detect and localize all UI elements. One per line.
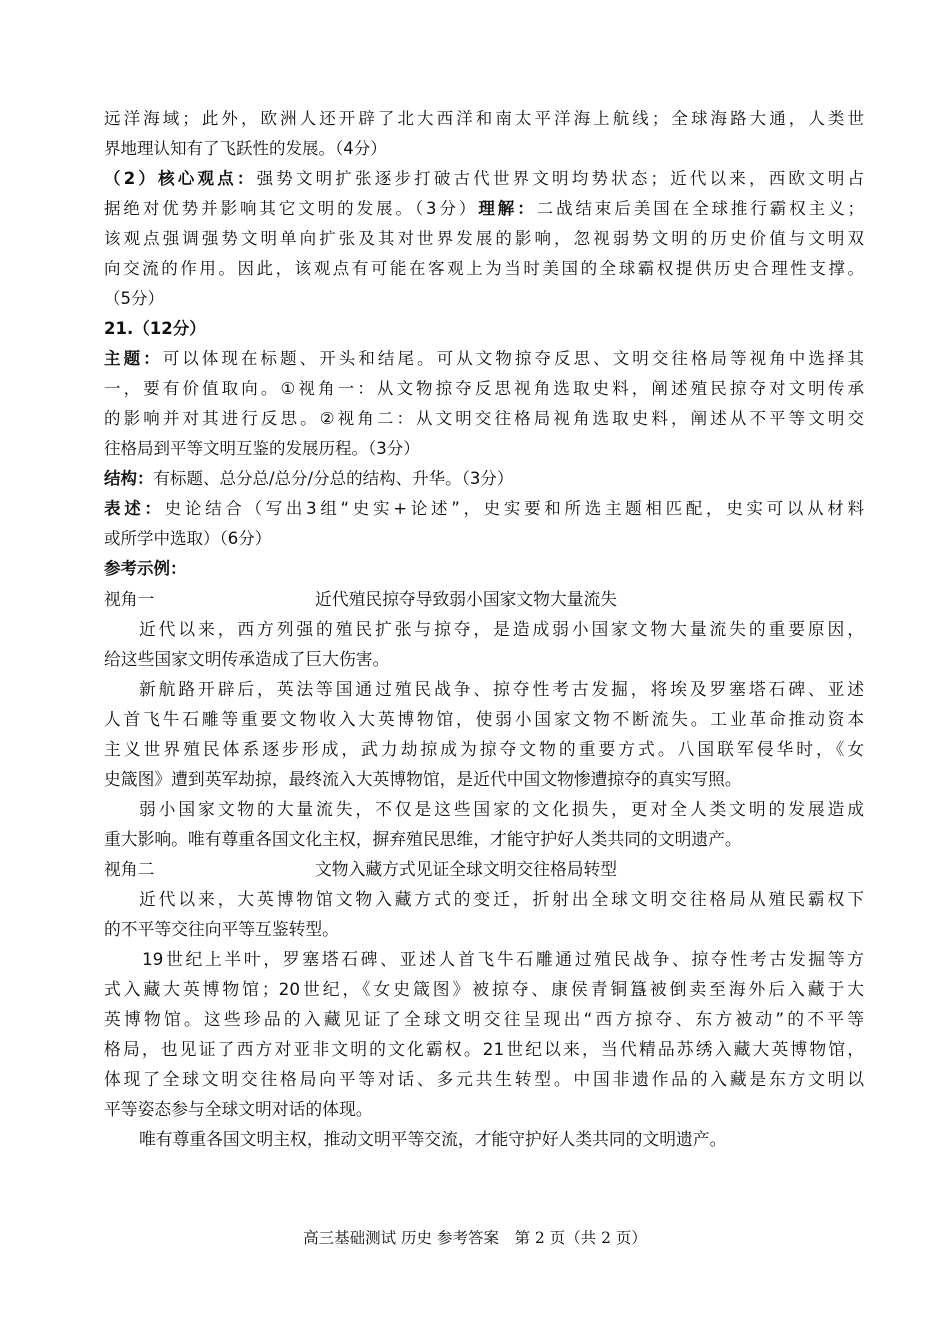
text-line: 体现了全球文明交往格局向平等对话、多元共生转型。中国非遗作品的入藏是东方文明以 [104, 1069, 864, 1089]
text-line: 据绝对优势并影响其它文明的发展。（3分）理解：二战结束后美国在全球推行霸权主义； [104, 199, 865, 218]
text-line: 19世纪上半叶，罗塞塔石碑、亚述人首飞牛石雕通过殖民战争、掠夺性考古发掘等方 [142, 949, 864, 969]
text-line: 史箴图》遭到英军劫掠，最终流入大英博物馆，是近代中国文物惨遭掠夺的真实写照。 [104, 769, 742, 789]
answer-content [104, 104, 864, 1154]
text-line: 该观点强调强势文明单向扩张及其对世界发展的影响，忽视弱势文明的历史价值与文明双 [104, 229, 864, 248]
text-line: 英博物馆。这些珍品的入藏见证了全球文明交往呈现出“西方掠夺、东方被动”的不平等 [104, 1009, 864, 1029]
text-line: （5分） [104, 289, 164, 308]
text-line: 往格局到平等文明互鉴的发展历程。（3分） [104, 439, 420, 458]
view2-title-row [104, 854, 864, 884]
text-line: （2）核心观点：强势文明扩张逐步打破古代世界文明均势状态；近代以来，西欧文明占 [104, 169, 865, 188]
text-line: 近代以来，西方列强的殖民扩张与掠夺，是造成弱小国家文物大量流失的重要原因， [139, 619, 864, 639]
text-line: 的不平等交往向平等互鉴转型。 [104, 919, 339, 939]
text-line: 界地理认知有了飞跃性的发展。（4分） [104, 139, 387, 158]
understanding-label: 理解： [478, 199, 537, 218]
view1-label: 视角一 [104, 589, 155, 609]
text-line: 的影响并对其进行反思。②视角二：从文明交往格局视角选取史料，阐述从不平等文明交 [104, 409, 864, 428]
view2-title: 文物入藏方式见证全球文明交往格局转型 [315, 859, 618, 879]
text-line: 平等姿态参与全球文明对话的体现。 [104, 1099, 373, 1119]
view1-title: 近代殖民掠夺导致弱小国家文物大量流失 [315, 589, 618, 609]
view2-label: 视角二 [104, 859, 155, 879]
view1-title-row [104, 584, 864, 614]
text-line: 重大影响。唯有尊重各国文化主权，摒弃殖民思维，才能守护好人类共同的文明遗产。 [104, 829, 742, 849]
text-line: 弱小国家文物的大量流失，不仅是这些国家的文化损失，更对全人类文明的发展造成 [139, 799, 864, 819]
text-line: 表述：史论结合（写出3组“史实+论述”，史实要和所选主题相匹配，史实可以从材料 [104, 499, 865, 518]
text-line: 或所学中选取）（6分） [104, 529, 272, 548]
text-line: 给这些国家文明传承造成了巨大伤害。 [104, 649, 390, 669]
example-heading: 参考示例： [104, 559, 187, 578]
text-line: 主题：可以体现在标题、开头和结尾。可从文物掠夺反思、文明交往格局等视角中选择其 [104, 349, 865, 368]
text-line: 式入藏大英博物馆；20世纪，《女史箴图》被掠夺、康侯青铜簋被倒卖至海外后入藏于大 [104, 979, 864, 999]
text-line: 格局，也见证了西方对亚非文明的文化霸权。21世纪以来，当代精品苏绣入藏大英博物馆， [104, 1039, 864, 1059]
structure-label: 结构： [104, 469, 154, 488]
text-line: 人首飞牛石雕等重要文物收入大英博物馆，使弱小国家文物不断流失。工业革命推动资本 [104, 709, 864, 729]
core-view-label: （2）核心观点： [104, 169, 257, 188]
text-line: 向交流的作用。因此，该观点有可能在客观上为当时美国的全球霸权提供历史合理性支撑。 [104, 259, 864, 278]
text-line: 远洋海域；此外，欧洲人还开辟了北大西洋和南太平洋海上航线；全球海路大通，人类世 [104, 109, 864, 128]
text-line: 结构：有标题、总分总/总分/分总的结构、升华。（3分） [104, 469, 514, 488]
theme-label: 主题： [104, 349, 163, 368]
text-line: 新航路开辟后，英法等国通过殖民战争、掠夺性考古发掘，将埃及罗塞塔石碑、亚述 [139, 679, 864, 699]
expression-label: 表述： [104, 499, 165, 518]
page-footer: 高三基础测试 历史 参考答案 第 2 页（共 2 页） [303, 1229, 647, 1247]
text-line: 唯有尊重各国文明主权，推动文明平等交流，才能守护好人类共同的文明遗产。 [139, 1129, 727, 1149]
text-line: 一，要有价值取向。①视角一：从文物掠夺反思视角选取史料，阐述殖民掠夺对文明传承 [104, 379, 864, 398]
question-heading: 21.（12分） [104, 319, 206, 338]
text-line: 近代以来，大英博物馆文物入藏方式的变迁，折射出全球文明交往格局从殖民霸权下 [139, 889, 864, 909]
text-line: 主义世界殖民体系逐步形成，武力劫掠成为掠夺文物的重要方式。八国联军侵华时，《女 [104, 739, 864, 759]
